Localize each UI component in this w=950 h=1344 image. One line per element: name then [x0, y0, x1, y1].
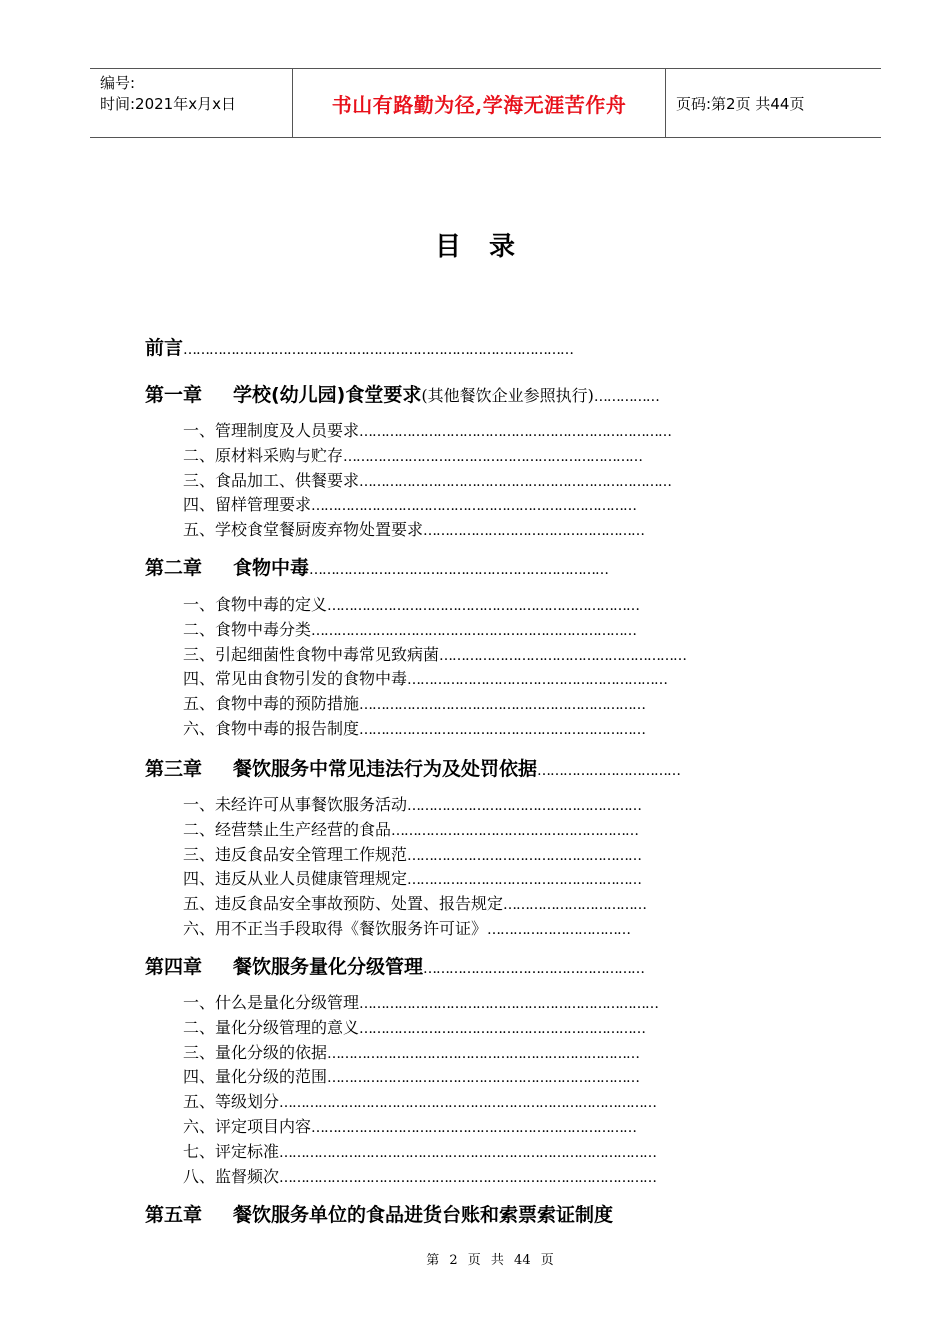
page-footer: 第 2 页 共 44 页	[426, 1253, 554, 1268]
chapter-note: (其他餐饮企业参照执行)	[421, 386, 594, 405]
section-title: 四、常见由食物引发的食物中毒	[183, 669, 408, 689]
leader-dots: ……………………………	[487, 922, 631, 938]
toc-chapter-entry	[145, 1200, 613, 1227]
leader-dots: …………………………………………………………………	[311, 498, 637, 515]
leader-dots: ………………………………………………	[407, 798, 642, 814]
section-title: 五、违反食品安全事故预防、处置、报告规定	[183, 894, 504, 914]
leader-dots: ………………………………………………………………………………	[183, 342, 574, 358]
toc-section-entry	[183, 642, 686, 665]
toc-chapter-entry	[145, 380, 659, 407]
chapter-title: 餐饮服务中常见违法行为及处罚依据	[233, 758, 538, 780]
section-title: 二、原材料采购与贮存	[183, 445, 344, 465]
chapter-number: 第一章	[145, 384, 203, 406]
chapter-title: 学校(幼儿园)食堂要求	[233, 384, 422, 406]
leader-dots: …………………………………………………………	[359, 697, 646, 714]
section-title: 五、食物中毒的预防措施	[183, 694, 360, 714]
chapter-number: 第三章	[145, 758, 203, 780]
leader-dots: …………………………………………………………………	[311, 1120, 637, 1136]
toc-section-entry	[183, 1114, 636, 1137]
number-label: 编号:	[100, 74, 136, 92]
toc-section-entry	[183, 817, 638, 840]
chapter-number: 第四章	[145, 956, 203, 978]
section-title: 五、学校食堂餐厨废弃物处置要求	[183, 520, 424, 540]
section-title: 六、用不正当手段取得《餐饮服务许可证》	[183, 919, 488, 938]
section-title: 六、食物中毒的报告制度	[183, 719, 360, 738]
toc-section-entry	[183, 517, 644, 540]
section-title: 三、引起细菌性食物中毒常见致病菌	[183, 644, 440, 664]
leader-dots: …………………………………………………	[439, 647, 687, 664]
leader-dots: …………………………………………………………	[359, 722, 646, 738]
leader-dots: …………………………………………………………………	[311, 622, 637, 639]
section-title: 二、经营禁止生产经营的食品	[183, 819, 392, 839]
toc-section-entry	[183, 468, 671, 491]
toc-section-entry	[183, 916, 630, 939]
header-page-info: 页码:第2页 共44页	[676, 94, 805, 113]
section-title: 一、管理制度及人员要求	[183, 421, 360, 440]
leader-dots: ……………………………	[537, 763, 681, 779]
toc-section-entry	[183, 1040, 639, 1063]
toc-section-entry	[183, 842, 641, 865]
toc-chapter-entry	[145, 754, 680, 781]
toc-section-entry	[183, 792, 641, 815]
toc-chapter-entry	[145, 952, 644, 979]
section-title: 八、监督频次	[183, 1166, 280, 1186]
leader-dots: ……………………………………………………………	[359, 996, 659, 1012]
leader-dots: ……………………………………………	[423, 961, 645, 977]
header-meta	[90, 69, 292, 137]
chapter-title: 食物中毒	[233, 557, 310, 579]
toc-section-entry	[183, 866, 641, 889]
section-title: 三、食品加工、供餐要求	[183, 470, 360, 490]
toc-section-entry	[183, 592, 639, 615]
section-title: 四、违反从业人员健康管理规定	[183, 869, 408, 889]
leader-dots: ………………………………………………………………	[327, 1045, 640, 1062]
leader-dots: ……………………………………………………………	[343, 448, 643, 465]
toc-section-entry	[183, 443, 642, 466]
toc-section-entry	[183, 418, 671, 441]
section-title: 一、什么是量化分级管理	[183, 993, 360, 1012]
section-title: 二、食物中毒分类	[183, 619, 312, 639]
chapter-number: 第二章	[145, 557, 203, 579]
header-motto: 书山有路勤为径,学海无涯苦作舟	[292, 69, 666, 137]
toc-section-entry	[183, 716, 645, 739]
leader-dots: ………………………………………………	[407, 847, 642, 864]
toc-title: 目录	[434, 232, 543, 262]
section-title: 四、留样管理要求	[183, 495, 312, 515]
section-title: 七、评定标准	[183, 1141, 280, 1161]
section-title: 二、量化分级管理的意义	[183, 1017, 360, 1037]
leader-dots: ……………………………………………	[423, 523, 645, 540]
toc-section-entry	[183, 1015, 645, 1038]
leader-dots: ……………………………………………………………………………	[279, 1095, 657, 1112]
toc-section-entry	[183, 1089, 656, 1112]
chapter-title: 餐饮服务单位的食品进货台账和索票索证制度	[233, 1204, 614, 1226]
leader-dots: …………………………………………………………	[359, 1020, 646, 1037]
leader-dots: ……………………………	[503, 897, 647, 914]
toc-chapter-entry	[145, 553, 608, 580]
toc-section-entry	[183, 1064, 639, 1087]
toc-chapter-entry	[145, 333, 573, 360]
leader-dots: ………………………………………………………………	[359, 424, 672, 440]
chapter-number: 第五章	[145, 1204, 203, 1226]
leader-dots: ……………	[593, 389, 659, 405]
section-title: 三、违反食品安全管理工作规范	[183, 844, 408, 864]
leader-dots: …………………………………………………	[391, 822, 639, 839]
section-title: 六、评定项目内容	[183, 1117, 312, 1136]
section-title: 四、量化分级的范围	[183, 1067, 328, 1087]
leader-dots: ……………………………………………………………	[309, 562, 609, 578]
leader-dots: ………………………………………………………………	[359, 473, 672, 490]
toc-section-entry	[183, 617, 636, 640]
toc-section-entry	[183, 1164, 656, 1187]
leader-dots: ……………………………………………………………………………	[279, 1169, 657, 1186]
toc-section-entry	[183, 492, 636, 515]
section-title: 一、食物中毒的定义	[183, 595, 328, 614]
leader-dots: ………………………………………………	[407, 872, 642, 889]
leader-dots: ……………………………………………………………………………	[279, 1144, 657, 1161]
leader-dots: ………………………………………………………………	[327, 598, 640, 614]
section-title: 五、等级划分	[183, 1092, 280, 1112]
toc-section-entry	[183, 1139, 656, 1162]
toc-section-entry	[183, 891, 646, 914]
page-header	[90, 68, 881, 138]
toc-section-entry	[183, 691, 645, 714]
leader-dots: ……………………………………………………	[407, 672, 668, 689]
leader-dots: ………………………………………………………………	[327, 1070, 640, 1087]
section-title: 三、量化分级的依据	[183, 1042, 328, 1062]
section-title: 一、未经许可从事餐饮服务活动	[183, 795, 408, 814]
chapter-title: 前言	[145, 337, 184, 359]
time-label: 时间:2021年x月x日	[100, 95, 236, 113]
toc-section-entry	[183, 666, 667, 689]
chapter-title: 餐饮服务量化分级管理	[233, 956, 424, 978]
toc-section-entry	[183, 990, 658, 1013]
